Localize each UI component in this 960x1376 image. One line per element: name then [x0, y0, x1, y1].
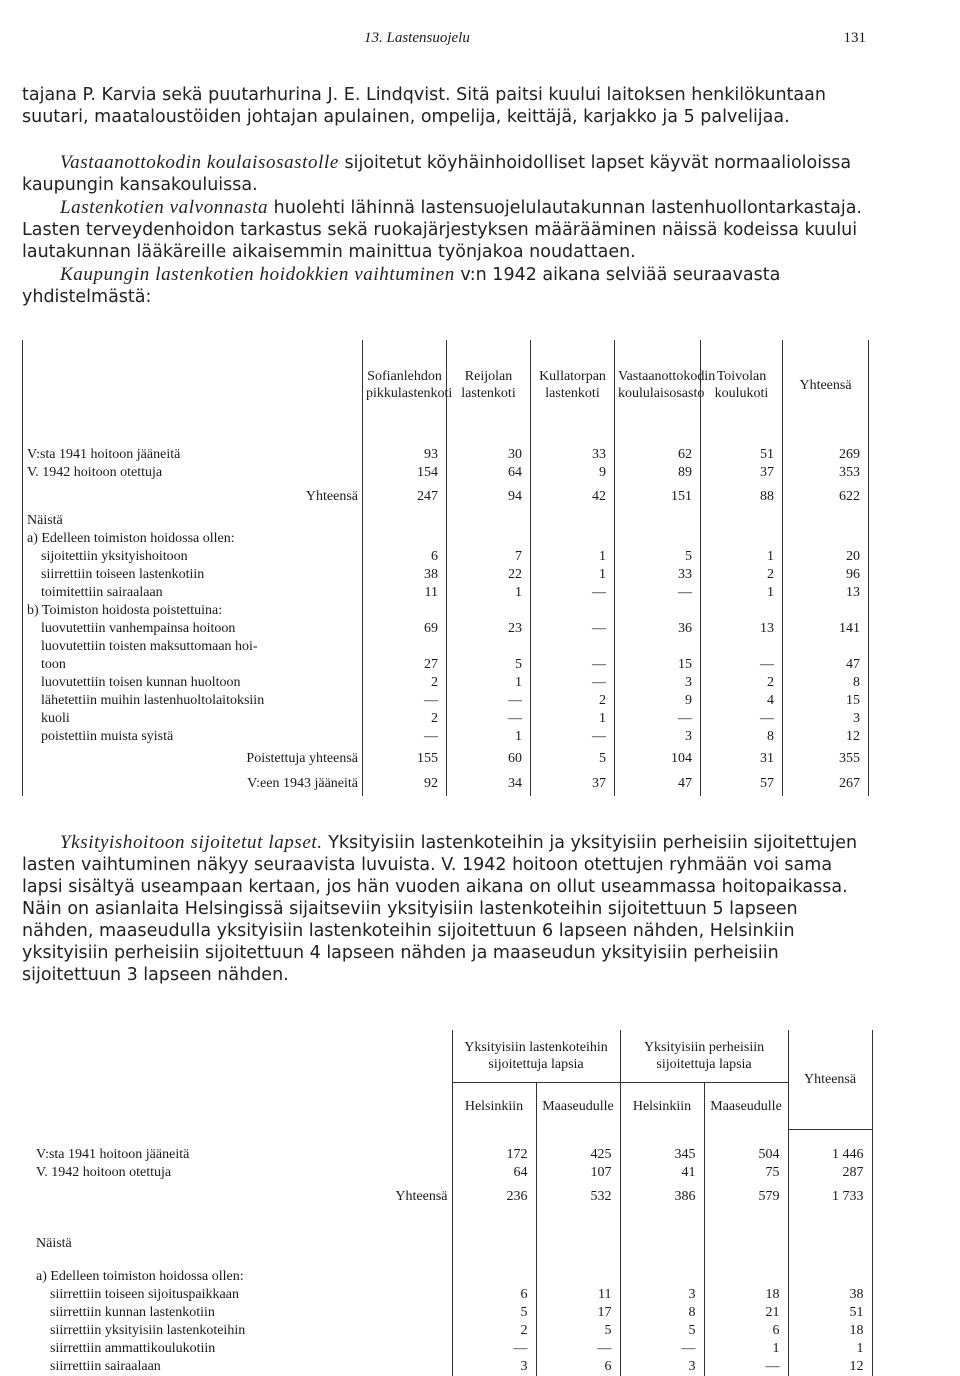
- section-label: Näistä: [27, 513, 63, 528]
- row-label: siirrettiin ammattikoulukotiin: [50, 1340, 216, 1356]
- paragraph-lead: Vastaanottokodin koulaisosastolle: [60, 152, 339, 173]
- row-label: lähetettiin muihin lastenhuoltolaitoksiin: [41, 693, 265, 708]
- row-label: siirrettiin yksityisiin lastenkoteihin: [50, 1322, 246, 1338]
- table-row: toimitettiin sairaalaan 11 1 — — 1 13: [23, 584, 869, 602]
- table-row: luovutettiin vanhempainsa hoitoon 69 23 — 36 13 141: [23, 620, 869, 638]
- table-row: poistettiin muista syistä — 1 — 3 8 12: [23, 728, 869, 746]
- table-row-total: Poistettuja yhteensä 155 60 5 104 31 355: [23, 746, 869, 771]
- row-label: Yhteensä: [305, 489, 358, 504]
- paragraph-text: sijoitetut köyhäinhoidolliset lapset käyvät normaalioloissa kaupungin kansakouluissa.: [22, 153, 852, 195]
- section-label: Näistä: [36, 1235, 72, 1251]
- row-label: kuoli: [41, 711, 70, 726]
- paragraph-text: huolehti lähinnä lastensuojelulautakunnan lastenhuollontarkastaja. Lasten terveydenhoidon tarkastus sekä ruokajärjestyksen määrääminen näissä kodeissa kuului lautakunnan lääkäreille aikaisemmin mainittua työnjakoa noudattaen.: [22, 198, 862, 262]
- row-label: V. 1942 hoitoon otettuja: [27, 465, 163, 480]
- row-label: siirrettiin toiseen lastenkotiin: [41, 567, 205, 582]
- col-header-kullatorppa: Kullatorpan lastenkoti: [531, 340, 615, 430]
- page-header: [364, 30, 866, 47]
- table-row: toon 27 5 — 15 — 47: [23, 656, 869, 674]
- row-label: toon: [41, 657, 66, 672]
- col-header-sofianlehto: Sofianlehdon pikkulastenkoti: [363, 340, 447, 430]
- row-label: Poistettuja yhteensä: [246, 750, 358, 766]
- paragraph-text: v:n 1942 aikana selviää seuraavasta yhdistelmästä:: [22, 265, 781, 307]
- row-label: luovutettiin vanhempainsa hoitoon: [41, 621, 236, 636]
- col-header-total: Yhteensä: [783, 340, 869, 430]
- running-title: 13. Lastensuojelu: [364, 30, 470, 46]
- children-homes-table: [22, 340, 869, 796]
- paragraph-turnover: [22, 264, 868, 308]
- row-label: luovutettiin toisen kunnan huoltoon: [41, 675, 241, 690]
- row-label: siirrettiin kunnan lastenkotiin: [50, 1304, 215, 1320]
- paragraph-text: tajana P. Karvia sekä puutarhurina J. E. Lindqvist. Sitä paitsi kuului laitoksen henkilökuntaan suutari, maataloustöiden johtajan apulainen, ompelija, keittäjä, karjakko ja 5 palvelijaa.: [22, 85, 826, 127]
- section-label: a) Edelleen toimiston hoidossa ollen:: [36, 1268, 244, 1284]
- col-header-countryside-homes: Maaseudulle: [536, 1083, 620, 1130]
- table-row: kuoli 2 — 1 — — 3: [23, 710, 869, 728]
- col-header-reijola: Reijolan lastenkoti: [447, 340, 531, 430]
- row-label: toimitettiin sairaalaan: [41, 585, 163, 600]
- col-header-toivola: Toivolan koulukoti: [701, 340, 783, 430]
- row-label: V. 1942 hoitoon otettuja: [36, 1164, 172, 1180]
- table-row: luovutettiin toisen kunnan huoltoon 2 1 — 3 2 8: [23, 674, 869, 692]
- table-row: siirrettiin sairaalaan 3 6 3 — 12: [32, 1358, 872, 1376]
- paragraph-text: Yksityisiin lastenkoteihin ja yksityisiin perheisiin sijoitettujen lasten vaihtuminen näkyy seuraavista luvuista. V. 1942 hoitoon otettujen ryhmään voi sama lapsi sisältyä useampaan kertaan, jos hän vuoden aikana on ollut useammassa hoitopaikassa. Näin on asianlaita Helsingissä sijaitseviin yksityisiin lastenkoteihin sijoitettuun 5 lapseen nähden, maaseudulla yksityisiin lastenkoteihin sijoitettuun 6 lapseen nähden, Helsinkiin yksityisiin perheisiin sijoitettuun 4 lapseen nähden ja maaseudun yksityisiin perheisiin sijoitettuun 3 lapseen nähden.: [22, 833, 858, 985]
- private-care-table: [32, 1030, 873, 1376]
- row-label: V:sta 1941 hoitoon jääneitä: [36, 1146, 190, 1162]
- table-row-total: Yhteensä 247 94 42 151 88 622: [23, 482, 869, 512]
- row-label: siirrettiin toiseen sijoituspaikkaan: [50, 1286, 239, 1302]
- table-row-total: V:een 1943 jääneitä 92 34 37 47 57 267: [23, 771, 869, 796]
- paragraph-school: [22, 152, 868, 196]
- col-header-total: Yhteensä: [788, 1030, 872, 1129]
- col-header-countryside-families: Maaseudulle: [704, 1083, 788, 1130]
- table-row: lähetettiin muihin lastenhuoltolaitoksiin — — 2 9 4 15: [23, 692, 869, 710]
- table-row: siirrettiin kunnan lastenkotiin 5 17 8 21 51: [32, 1304, 872, 1322]
- section-label: a) Edelleen toimiston hoidossa ollen:: [27, 531, 235, 546]
- row-label: sijoitettiin yksityishoitoon: [41, 549, 188, 564]
- table-row-total: Yhteensä 236 532 386 579 1 733: [32, 1182, 872, 1212]
- paragraph-lead: Lastenkotien valvonnasta: [60, 197, 269, 218]
- table-row: V. 1942 hoitoon otettuja 64 107 41 75 287: [32, 1164, 872, 1182]
- col-header-vastaanottokoti: Vastaanottokodin koululaisosasto: [615, 340, 701, 430]
- col-header-helsinki-homes: Helsinkiin: [452, 1083, 536, 1130]
- paragraph-lead: Yksityishoitoon sijoitetut lapset.: [60, 832, 323, 853]
- col-group-private-families: Yksityisiin perheisiin sijoitettuja lapsia: [620, 1030, 788, 1083]
- row-label: V:een 1943 jääneitä: [247, 775, 358, 791]
- page-number: 131: [843, 30, 866, 46]
- table-row: siirrettiin toiseen lastenkotiin 38 22 1 33 2 96: [23, 566, 869, 584]
- table-row: siirrettiin ammattikoulukotiin — — — 1 1: [32, 1340, 872, 1358]
- col-header-helsinki-families: Helsinkiin: [620, 1083, 704, 1130]
- table-row: V:sta 1941 hoitoon jääneitä 172 425 345 504 1 446: [32, 1146, 872, 1164]
- paragraph-private-care: [22, 832, 868, 986]
- paragraph-staff: [22, 84, 868, 128]
- paragraph-lead: Kaupungin lastenkotien hoidokkien vaihtuminen: [60, 264, 455, 285]
- row-label-continued: luovutettiin toisten maksuttomaan hoi-: [41, 639, 258, 654]
- col-group-private-homes: Yksityisiin lastenkoteihin sijoitettuja lapsia: [452, 1030, 620, 1083]
- row-label: Yhteensä: [395, 1188, 448, 1204]
- table-row: sijoitettiin yksityishoitoon 6 7 1 5 1 20: [23, 548, 869, 566]
- paragraph-supervision: [22, 197, 868, 263]
- table-row: V:sta 1941 hoitoon jääneitä 93 30 33 62 51 269: [23, 446, 869, 464]
- row-label: V:sta 1941 hoitoon jääneitä: [27, 447, 181, 462]
- row-label: poistettiin muista syistä: [41, 729, 174, 744]
- row-label: siirrettiin sairaalaan: [50, 1358, 161, 1374]
- table-row: siirrettiin yksityisiin lastenkoteihin 2 5 5 6 18: [32, 1322, 872, 1340]
- table-row: siirrettiin toiseen sijoituspaikkaan 6 11 3 18 38: [32, 1286, 872, 1304]
- table-row: V. 1942 hoitoon otettuja 154 64 9 89 37 353: [23, 464, 869, 482]
- section-label: b) Toimiston hoidosta poistettuina:: [27, 603, 223, 618]
